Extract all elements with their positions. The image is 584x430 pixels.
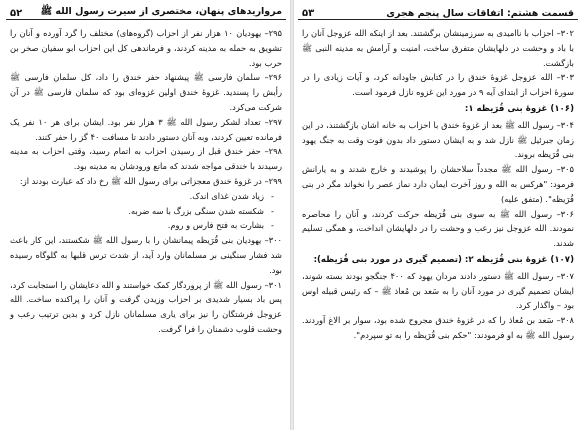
paragraph-304: ۳۰۴– رسول الله ﷺ بعد از غزوهٔ خندق با احزاب به خانه اشان بازگشتند، در این زمان جبرئیل ﷺ نازل شد و به ایشان دستور داد بدون فوت وقت به جنگ یهود بنی قُرَیظه بروند. <box>302 119 574 160</box>
list-item: - شکسته شدن سنگی بزرگ با سه ضربه. <box>10 204 264 219</box>
paragraph-297: ۲۹۷– تعداد لشکر رسول الله ﷺ ۳ هزار نفر بود. ایشان برای هر ۱۰ نفر یک فرمانده تعیین کردند، وبه آنان دستور دادند تا مسافت ۴۰ گز را حفر کنند. <box>10 116 282 142</box>
paragraph-295: ۲۹۵– یهودیان ۱۰ هزار نفر از احزاب (گروه‌های) مختلف را گرد آورده و آنان را تشویق به حمله به مدینه کردند، و فرماندهی کل این احزاب ابو سفیان صخر بن حرب بود. <box>10 28 282 68</box>
paragraph-305: ۳۰۵– رسول الله ﷺ مجدداً سلاحشان را پوشیدند و خارج شدند و به یارانش فرمود: "هرکس به الله و روز آخرت ایمان دارد نماز عصر را نخواند مگر در بنی قُرَیظه". (متفق علیه) <box>302 164 574 204</box>
right-page-body <box>298 20 578 343</box>
right-page-number: ۵۳ <box>302 8 315 19</box>
right-page <box>298 0 578 430</box>
left-page-header <box>6 0 286 20</box>
paragraph-303: ۳۰۳– الله عزوجل غزوهٔ خندق را در کتابش جاودانه کرد، و آیات زیادی را در سورهٔ احزاب از ابتدای آیه ۹ در مورد این غزوه نازل فرمود است. <box>302 72 574 98</box>
paragraph-308: ۳۰۸– سَعد بن مُعاذ را که در غزوهٔ خندق مجروح شده بود، سوار بر الاغ آوردند. رسول الله ﷺ به او فرمودند: "حکم بنی قُرَیظه را به تو سپردم". <box>302 315 574 340</box>
left-page-body <box>6 20 286 337</box>
paragraph-301: ۳۰۱– رسول الله ﷺ از پروردگار کمک خواستند و الله دعایشان را استجابت کرد، پس باد بسیار شدیدی بر احزاب وزیدن گرفت و آنان را پراکنده ساخت. الله عزوجل فرشتگان را نیز برای یاری مسلمانان نازل کرد و بدین ترتیب رعب و وحشت قلوب دشمنان را فرا گرفت. <box>10 279 282 334</box>
miracles-list <box>10 189 282 233</box>
right-page-header <box>298 0 578 20</box>
left-running-title: مرواریدهای پنهان، مختصری از سیرت رسول الله ﷺ <box>40 6 282 17</box>
paragraph-300: ۳۰۰– یهودیان بنی قُرَیظه پیمانشان را با رسول الله ﷺ شکستند، این کار باعث شد فشار سنگینی بر مسلمانان وارد آید، از شدت ترس قلبها به گلوگاه رسیده بود. <box>10 235 282 275</box>
paragraph-298: ۲۹۸– حفر خندق قبل از رسیدن احزاب به اتمام رسید، وقتی احزاب به مدینه رسیدند با خندقی مواجه شدند که مانع ورودشان به مدینه بود. <box>10 146 282 172</box>
paragraph-307: ۳۰۷– رسول الله ﷺ دستور دادند مردان یهود که ۴۰۰ جنگجو بودند بسته شوند، ایشان تصمیم گیری در مورد آنان را به سَعد بن مُعاذ ﷺ – که رئیس قبیله اوس بود – واگذار کرد. <box>302 270 574 311</box>
paragraph-296: ۲۹۶– سلمان فارسی ﷺ پیشنهاد حفر خندق را داد، کل سلمان فارسی ﷺ رأیش را پسندید. غزوهٔ خندق اولین غزوه‌ای بود که سلمان فارسی ﷺ در آن شرکت می‌کرد. <box>10 72 282 112</box>
paragraph-306: ۳۰۶– رسول الله ﷺ به سوی بنی قُرَیظه حرکت کردند، و آنان را محاصره نمودند. الله عزوجل نیز رعب و وحشت را در دلهایشان انداخت، و همگی تسلیم شدند. <box>302 208 574 249</box>
list-item: - زیاد شدن غذای اندک. <box>10 189 264 204</box>
left-page-number: ۵۲ <box>10 8 23 19</box>
section-heading-107: (۱۰۷) غزوهٔ بنی قُرَیظه ۲: (تصمیم گیری در مورد بنی قُرَیظه): <box>313 254 574 265</box>
paragraph-302: ۳۰۲– احزاب با ناامیدی به سرزمینشان برگشتند. بعد از اینکه الله عزوجل آنان را با باد و وحشت در دلهایشان متفرق ساخت، امنیت و آرامش به مدینه النبی ﷺ بازگشت. <box>302 28 574 68</box>
right-running-title: قسمت هشتم: اتفاقات سال پنجم هجری <box>386 8 574 19</box>
list-item: - بشارت به فتح فارس و روم. <box>10 218 264 233</box>
left-page <box>6 0 286 430</box>
book-gutter <box>290 0 294 430</box>
paragraph-299: ۲۹۹– در غزوهٔ خندق معجزاتی برای رسول الله ﷺ رخ داد که عبارت بودند از: <box>19 175 282 186</box>
section-heading-106: (۱۰۶) غزوهٔ بنی قُرَیظه ۱: <box>464 103 574 114</box>
